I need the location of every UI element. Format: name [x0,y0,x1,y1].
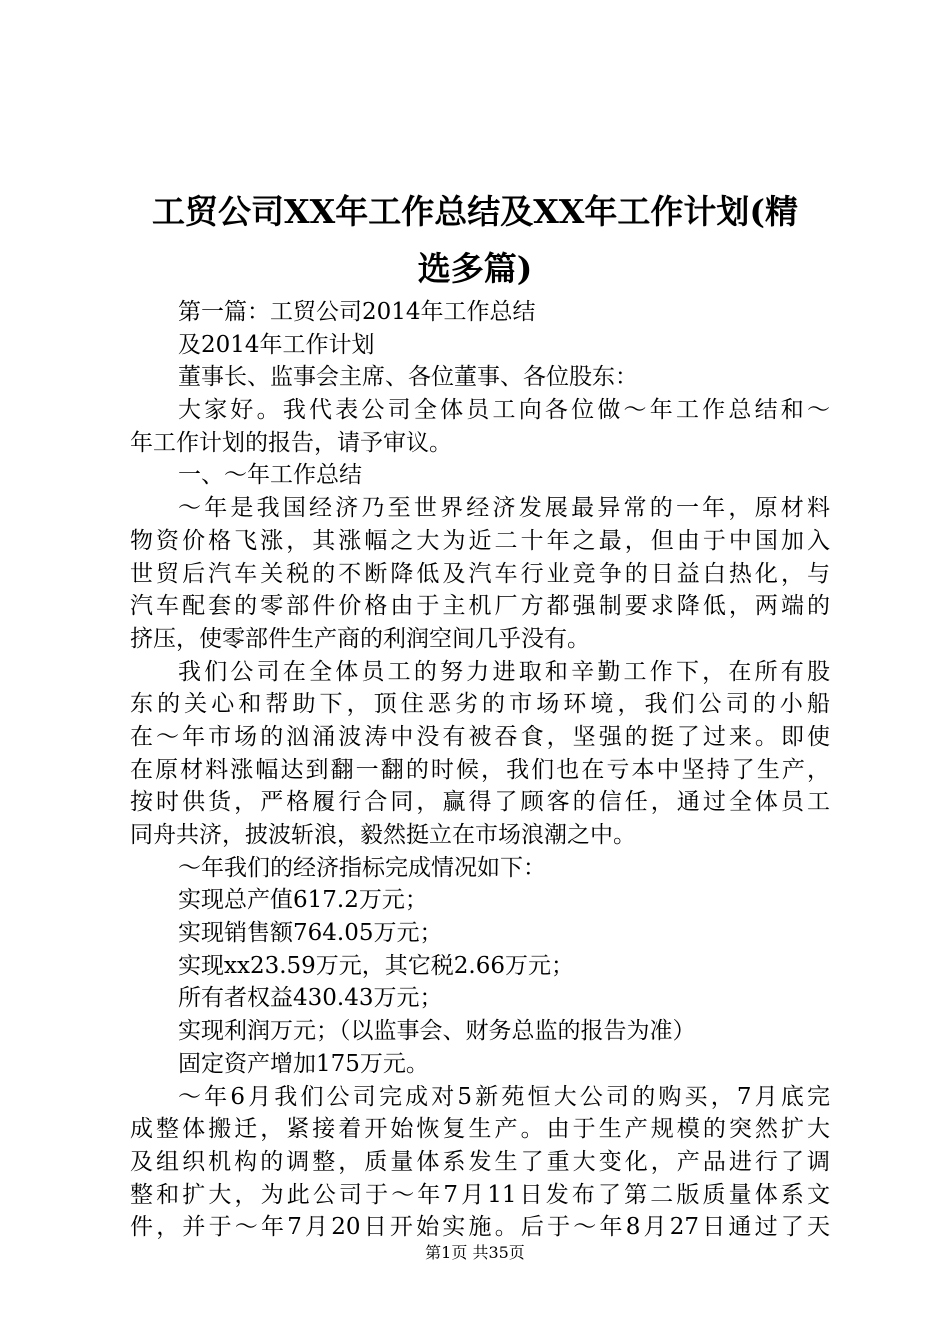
section-heading: 第一篇：工贸公司2014年工作总结 [178,299,536,325]
paragraph-line: ～年6月我们公司完成对5新苑恒大公司的购买，7月底完 [178,1083,830,1110]
paragraph-line: 物资价格飞涨，其涨幅之大为近二十年之最，但由于中国加入 [130,527,830,554]
paragraph-line: ～年我们的经济指标完成情况如下： [178,854,546,881]
metric-line: 实现xx23.59万元，其它税2.66万元； [178,952,574,979]
page-number-footer: 第1页 共35页 [425,1243,525,1262]
paragraph-line: ～年是我国经济乃至世界经济发展最异常的一年，原材料 [178,495,830,522]
salutation: 董事长、监事会主席、各位董事、各位股东： [178,364,638,391]
paragraph-line: 及组织机构的调整，质量体系发生了重大变化，产品进行了调 [130,1148,830,1175]
paragraph-line: 件，并于～年7月20日开始实施。后于～年8月27日通过了天 [130,1214,830,1241]
document-body [130,296,830,1244]
document-title-line-2: 选多篇) [417,249,533,288]
paragraph-line: 世贸后汽车关税的不断降低及汽车行业竞争的日益白热化，与 [130,560,830,587]
paragraph-line: 按时供货，严格履行合同，赢得了顾客的信任，通过全体员工 [130,789,830,816]
document-title-line-1: 工贸公司XX年工作总结及XX年工作计划(精 [151,192,799,231]
paragraph-line: 汽车配套的零部件价格由于主机厂方都强制要求降低，两端的 [130,593,830,620]
metric-line: 实现销售额764.05万元； [178,920,443,947]
metric-line: 固定资产增加175万元。 [178,1050,429,1077]
paragraph-line: 大家好。我代表公司全体员工向各位做～年工作总结和～ [178,397,830,424]
metric-line: 实现利润万元；（以监事会、财务总监的报告为准） [178,1018,696,1045]
paragraph-line: 在原材料涨幅达到翻一翻的时候，我们也在亏本中坚持了生产， [130,756,830,783]
metric-line: 所有者权益430.43万元； [178,985,443,1012]
paragraph-line: 我们公司在全体员工的努力进取和辛勤工作下，在所有股 [178,658,830,685]
paragraph-line: 挤压，使零部件生产商的利润空间几乎没有。 [130,625,590,652]
paragraph-line: 同舟共济，披波斩浪，毅然挺立在市场浪潮之中。 [130,822,636,848]
paragraph-line: 在～年市场的汹涌波涛中没有被吞食，坚强的挺了过来。即使 [130,723,830,750]
paragraph-line: 整和扩大，为此公司于～年7月11日发布了第二版质量体系文 [130,1181,830,1208]
paragraph-line: 成整体搬迁，紧接着开始恢复生产。由于生产规模的突然扩大 [130,1116,830,1143]
paragraph-line: 年工作计划的报告，请予审议。 [130,429,452,456]
metric-line: 实现总产值617.2万元； [178,887,428,914]
subheading: 一、～年工作总结 [178,462,362,489]
section-heading-continued: 及2014年工作计划 [178,331,375,358]
paragraph-line: 东的关心和帮助下，顶住恶劣的市场环境，我们公司的小船 [130,691,830,718]
